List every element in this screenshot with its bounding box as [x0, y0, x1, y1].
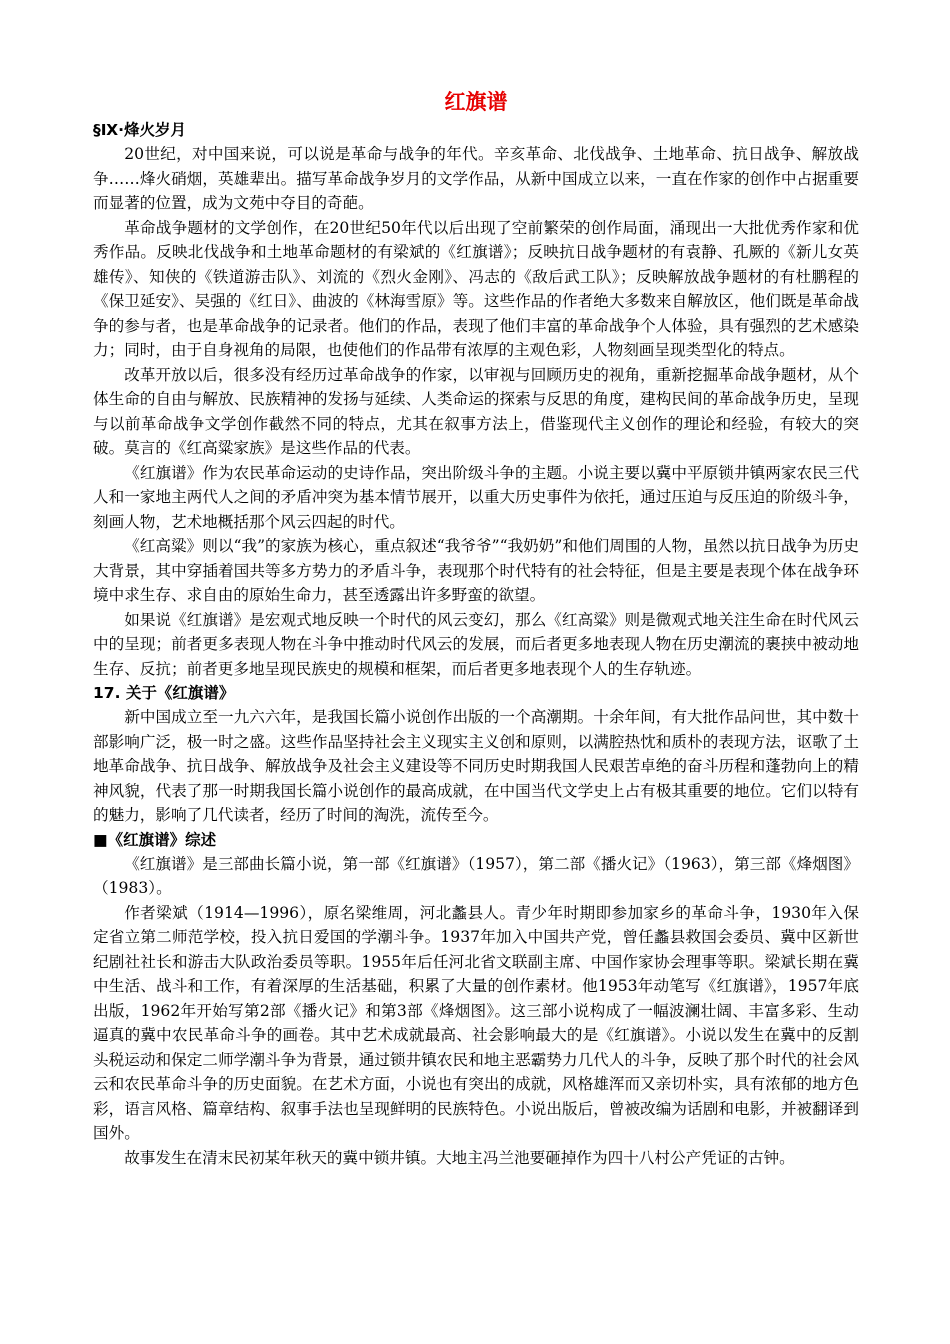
paragraph: 《红旗谱》作为农民革命运动的史诗作品，突出阶级斗争的主题。小说主要以冀中平原锁井镇两家农民三代人和一家地主两代人之间的矛盾冲突为基本情节展开，以重大历史事件为依托，通过压迫与反压迫的阶级斗争，刻画人物，艺术地概括那个风云四起的时代。 [93, 463, 859, 531]
paragraph: 新中国成立至一九六六年，是我国长篇小说创作出版的一个高潮期。十余年间，有大批作品问世，其中数十部影响广泛，极一时之盛。这些作品坚持社会主义现实主义创和原则，以满腔热忱和质朴的表现方法，讴歌了土地革命战争、抗日战争、解放战争及社会主义建设等不同历史时期我国人民艰苦卓绝的奋斗历程和蓬勃向上的精神风貌，代表了那一时期我国长篇小说创作的最高成就，在中国当代文学史上占有极其重要的地位。它们以特有的魅力，影响了几代读者，经历了时间的淘洗，流传至今。 [93, 708, 859, 824]
section-heading-about-red-flag: 17. 关于《红旗谱》 [93, 684, 235, 702]
paragraph: 故事发生在清末民初某年秋天的冀中锁井镇。大地主冯兰池要砸掉作为四十八村公产凭证的古钟。 [124, 1148, 795, 1167]
section-heading-fire-years: §Ⅸ·烽火岁月 [93, 121, 187, 139]
paragraph: 《红高粱》则以“我”的家族为核心，重点叙述“我爷爷”“我奶奶”和他们周围的人物，虽然以抗日战争为历史大背景，其中穿插着国共等多方势力的矛盾斗争，表现那个时代特有的社会特征，但是主要是表现个体在战争环境中求生存、求自由的原始生命力，甚至透露出许多野蛮的欲望。 [93, 537, 859, 604]
paragraph: 如果说《红旗谱》是宏观式地反映一个时代的风云变幻，那么《红高粱》则是微观式地关注生命在时代风云中的呈现；前者更多表现人物在斗争中推动时代风云的发展，而后者更多地表现人物在历史潮流的裹挟中被动地生存、反抗；前者更多地呈现民族史的规模和框架，而后者更多地表现个人的生存轨迹。 [93, 610, 859, 678]
paragraph: 20世纪，对中国来说，可以说是革命与战争的年代。辛亥革命、北伐战争、土地革命、抗日战争、解放战争……烽火硝烟，英雄辈出。描写革命战争岁月的文学作品，从新中国成立以来，一直在作家的创作中占据重要而显著的位置，成为文苑中夺目的奇葩。 [93, 145, 859, 212]
paragraph: 改革开放以后，很多没有经历过革命战争的作家，以审视与回顾历史的视角，重新挖掘革命战争题材，从个体生命的自由与解放、民族精神的发扬与延续、人类命运的探索与反思的角度，建构民间的革命战争历史，呈现与以前革命战争文学创作截然不同的特点，尤其在叙事方法上，借鉴现代主义创作的理论和经验，有较大的突破。莫言的《红高粱家族》是这些作品的代表。 [93, 365, 859, 457]
document-title: 红旗谱 [444, 90, 508, 114]
paragraph: 革命战争题材的文学创作，在20世纪50年代以后出现了空前繁荣的创作局面，涌现出一大批优秀作家和优秀作品。反映北伐战争和土地革命题材的有梁斌的《红旗谱》；反映抗日战争题材的有袁静、孔厥的《新儿女英雄传》、知侠的《铁道游击队》、刘流的《烈火金刚》、冯志的《敌后武工队》；反映解放战争题材的有杜鹏程的《保卫延安》、吴强的《红日》、曲波的《林海雪原》等。这些作品的作者绝大多数来自解放区，他们既是革命战争的参与者，也是革命战争的记录者。他们的作品，表现了他们丰富的革命战争个人体验，具有强烈的艺术感染力；同时，由于自身视角的局限，也使他们的作品带有浓厚的主观色彩，人物刻画呈现类型化的特点。 [93, 218, 859, 359]
document-page [93, 88, 859, 1170]
paragraph: 作者梁斌（1914—1996），原名梁维周，河北蠡县人。青少年时期即参加家乡的革命斗争，1930年入保定省立第二师范学校，投入抗日爱国的学潮斗争。1937年加入中国共产党，曾任蠡县救国会委员、冀中区新世纪剧社社长和游击大队政治委员等职。1955年后任河北省文联副主席、中国作家协会理事等职。梁斌长期在冀中生活、战斗和工作，有着深厚的生活基础，积累了大量的创作素材。他1953年动笔写《红旗谱》，1957年底出版，1962年开始写第2部《播火记》和第3部《烽烟图》。这三部小说构成了一幅波澜壮阔、丰富多彩、生动逼真的冀中农民革命斗争的画卷。其中艺术成就最高、社会影响最大的是《红旗谱》。小说以发生在冀中的反割头税运动和保定二师学潮斗争为背景，通过锁井镇农民和地主恶霸势力几代人的斗争，反映了那个时代的社会风云和农民革命斗争的历史面貌。在艺术方面，小说也有突出的成就，风格雄浑而又亲切朴实，具有浓郁的地方色彩，语言风格、篇章结构、叙事手法也呈现鲜明的民族特色。小说出版后，曾被改编为话剧和电影，并被翻译到国外。 [93, 903, 859, 1142]
section-heading-overview: ■《红旗谱》综述 [93, 830, 217, 849]
paragraph: 《红旗谱》是三部曲长篇小说，第一部《红旗谱》（1957），第二部《播火记》（1963），第三部《烽烟图》（1983）。 [93, 854, 859, 897]
